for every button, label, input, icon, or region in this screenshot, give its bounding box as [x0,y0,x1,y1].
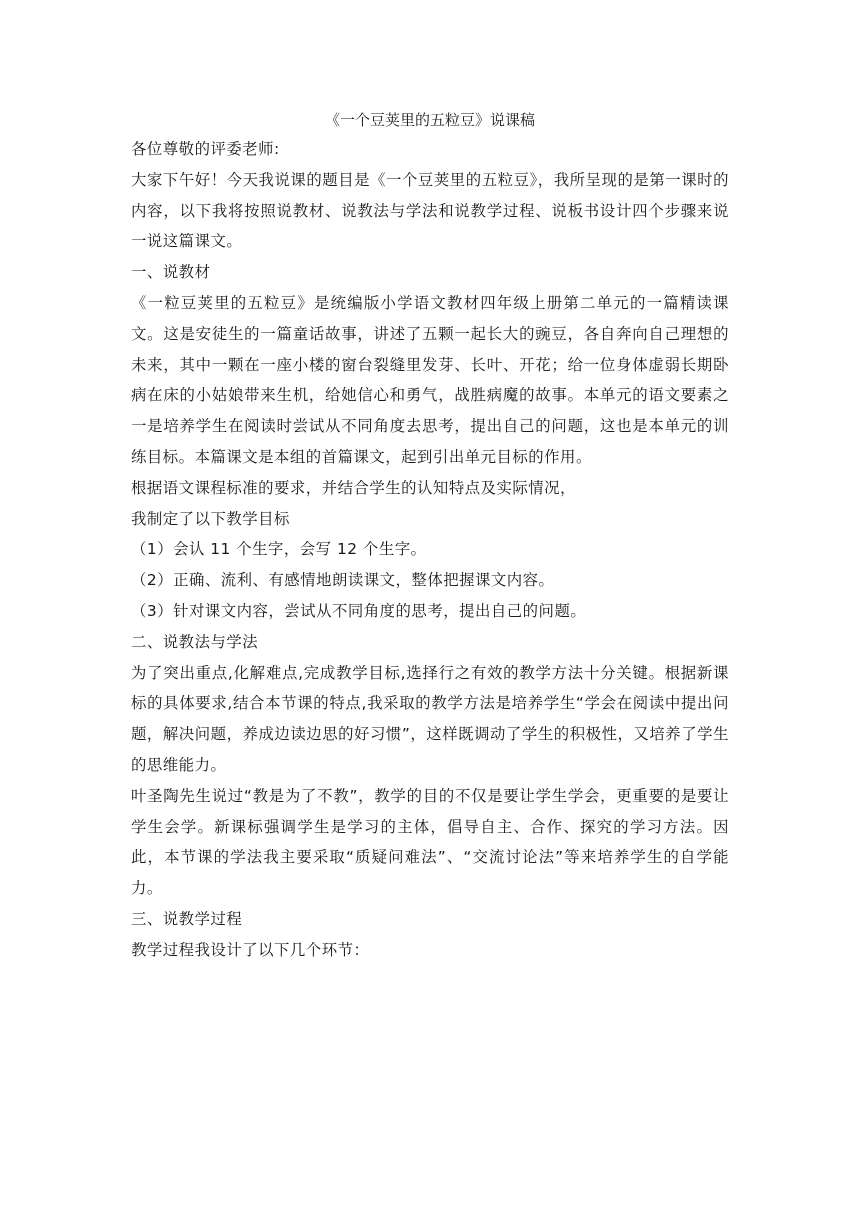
heading-textbook: 一、说教材 [131,263,211,282]
heading-process: 三、说教学过程 [131,909,243,928]
salutation: 各位尊敬的评委老师: [131,140,280,158]
document-title: 《一个豆荚里的五粒豆》说课稿 [324,111,535,129]
document-page [131,108,729,966]
paragraph-methods-2: 叶圣陶先生说过“教是为了不教”，教学的目的不仅是要让学生学会，更重要的是要让学生会学。新课标强调学生是学习的主体，倡导自主、合作、探究的学习方法。因此，本节课的学法我主要采取“质疑问难法”、“交流讨论法”等来培养学生的自学能力。 [131,786,729,898]
paragraph-goals-intro: 我制定了以下教学目标 [131,509,290,528]
paragraph-standard: 根据语文课程标准的要求，并结合学生的认知特点及实际情况， [131,478,576,497]
goal-item-1: （1）会认 11 个生字，会写 12 个生字。 [131,540,427,559]
paragraph-intro: 大家下午好！今天我说课的题目是《一个豆荚里的五粒豆》，我所呈现的是第一课时的内容，以下我将按照说教材、说教法与学法和说教学过程、说板书设计四个步骤来说一说这篇课文。 [131,170,729,251]
heading-methods: 二、说教法与学法 [131,632,259,651]
paragraph-process: 教学过程我设计了以下几个环节： [131,940,370,959]
goal-item-3: （3）针对课文内容，尝试从不同角度的思考，提出自己的问题。 [131,601,587,620]
goal-item-2: （2）正确、流利、有感情地朗读课文，整体把握课文内容。 [131,571,555,590]
paragraph-methods-1: 为了突出重点,化解难点,完成教学目标,选择行之有效的教学方法十分关键。根据新课标的具体要求,结合本节课的特点,我采取的教学方法是培养学生“学会在阅读中提出问题，解决问题，养成边读边思的好习惯”，这样既调动了学生的积极性，又培养了学生的思维能力。 [131,663,729,774]
paragraph-textbook: 《一粒豆荚里的五粒豆》是统编版小学语文教材四年级上册第二单元的一篇精读课文。这是安徒生的一篇童话故事，讲述了五颗一起长大的豌豆，各自奔向自己理想的未来，其中一颗在一座小楼的窗台裂缝里发芽、长叶、开花；给一位身体虚弱长期卧病在床的小姑娘带来生机，给她信心和勇气，战胜病魔的故事。本单元的语文要素之一是培养学生在阅读时尝试从不同角度去思考，提出自己的问题，这也是本单元的训练目标。本篇课文是本组的首篇课文，起到引出单元目标的作用。 [131,293,729,466]
